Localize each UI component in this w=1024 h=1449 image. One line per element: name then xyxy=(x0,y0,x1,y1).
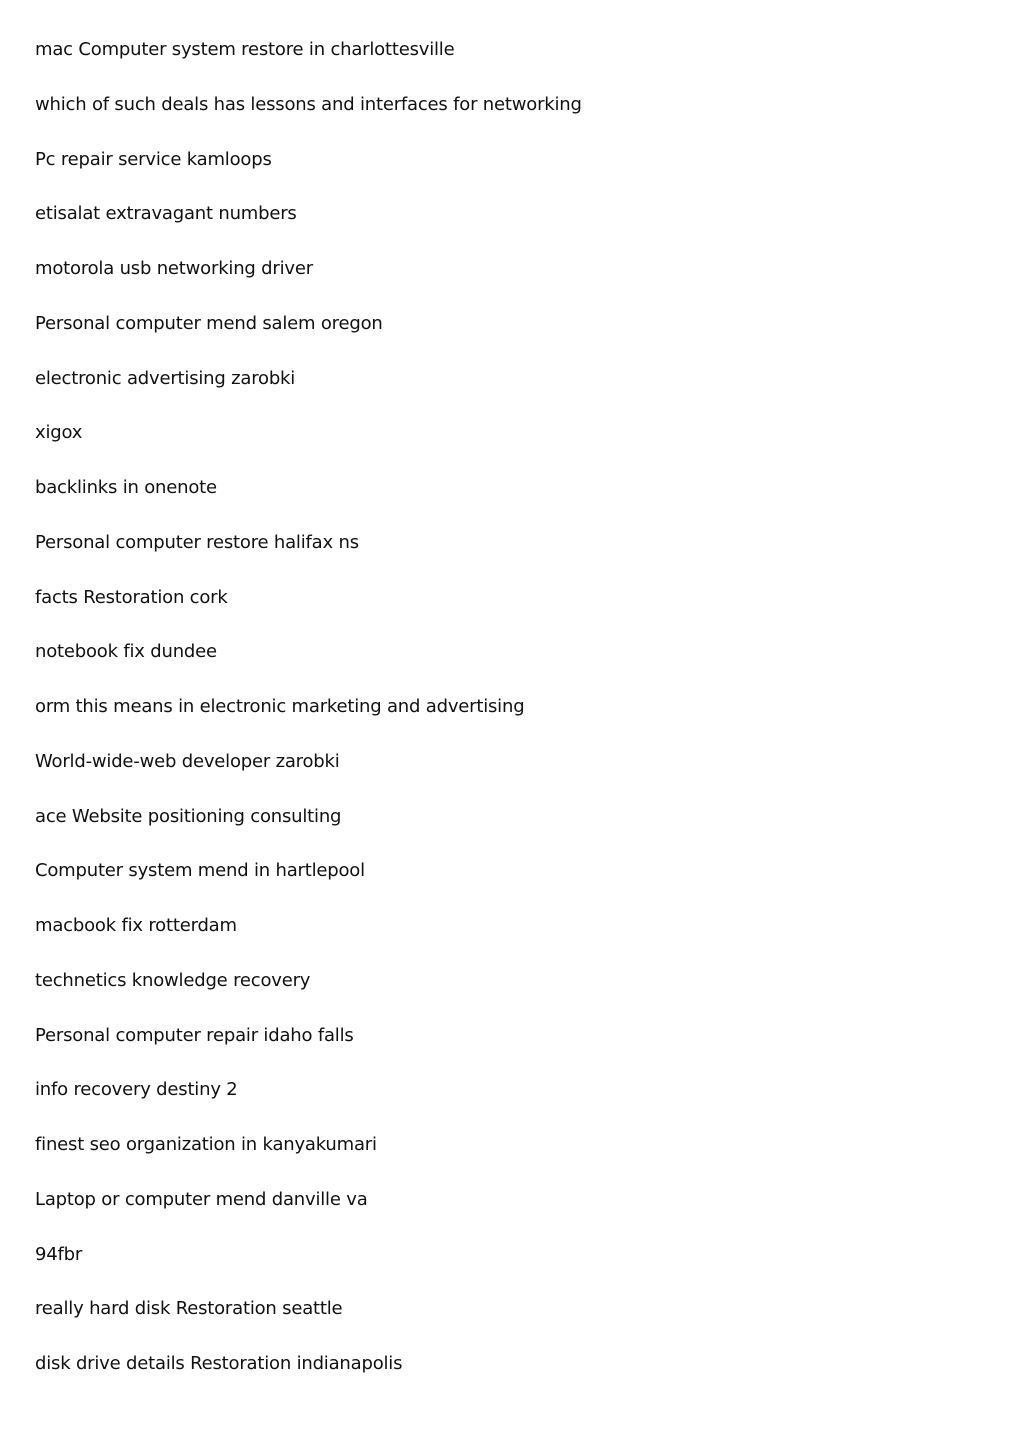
text-line: Computer system mend in hartlepool xyxy=(35,860,365,882)
text-line: World-wide-web developer zarobki xyxy=(35,750,340,772)
text-line: mac Computer system restore in charlottesville xyxy=(35,39,455,60)
text-line: electronic advertising zarobki xyxy=(35,367,296,389)
text-line: backlinks in onenote xyxy=(35,477,217,498)
text-line: finest seo organization in kanyakumari xyxy=(35,1134,377,1155)
text-line: really hard disk Restoration seattle xyxy=(35,1298,343,1320)
text-line: orm this means in electronic marketing and advertising xyxy=(35,696,525,717)
text-line: ace Website positioning consulting xyxy=(35,805,342,827)
text-line: etisalat extravagant numbers xyxy=(35,203,297,225)
text-line: disk drive details Restoration indianapolis xyxy=(35,1353,403,1374)
text-line: macbook fix rotterdam xyxy=(35,915,237,936)
text-line: xigox xyxy=(35,422,83,444)
text-line: Personal computer mend salem oregon xyxy=(35,312,383,334)
text-line: which of such deals has lessons and interfaces for networking xyxy=(35,93,582,115)
text-line: Laptop or computer mend danville va xyxy=(35,1188,368,1210)
text-line: info recovery destiny 2 xyxy=(35,1079,238,1101)
document-text-list xyxy=(35,37,995,1406)
text-line: facts Restoration cork xyxy=(35,586,228,608)
text-line: Pc repair service kamloops xyxy=(35,148,272,170)
text-line: Personal computer repair idaho falls xyxy=(35,1024,354,1046)
text-line: 94fbr xyxy=(35,1243,83,1265)
text-line: motorola usb networking driver xyxy=(35,258,313,279)
text-line: technetics knowledge recovery xyxy=(35,969,311,991)
text-line: notebook fix dundee xyxy=(35,641,217,663)
text-line: Personal computer restore halifax ns xyxy=(35,531,359,553)
